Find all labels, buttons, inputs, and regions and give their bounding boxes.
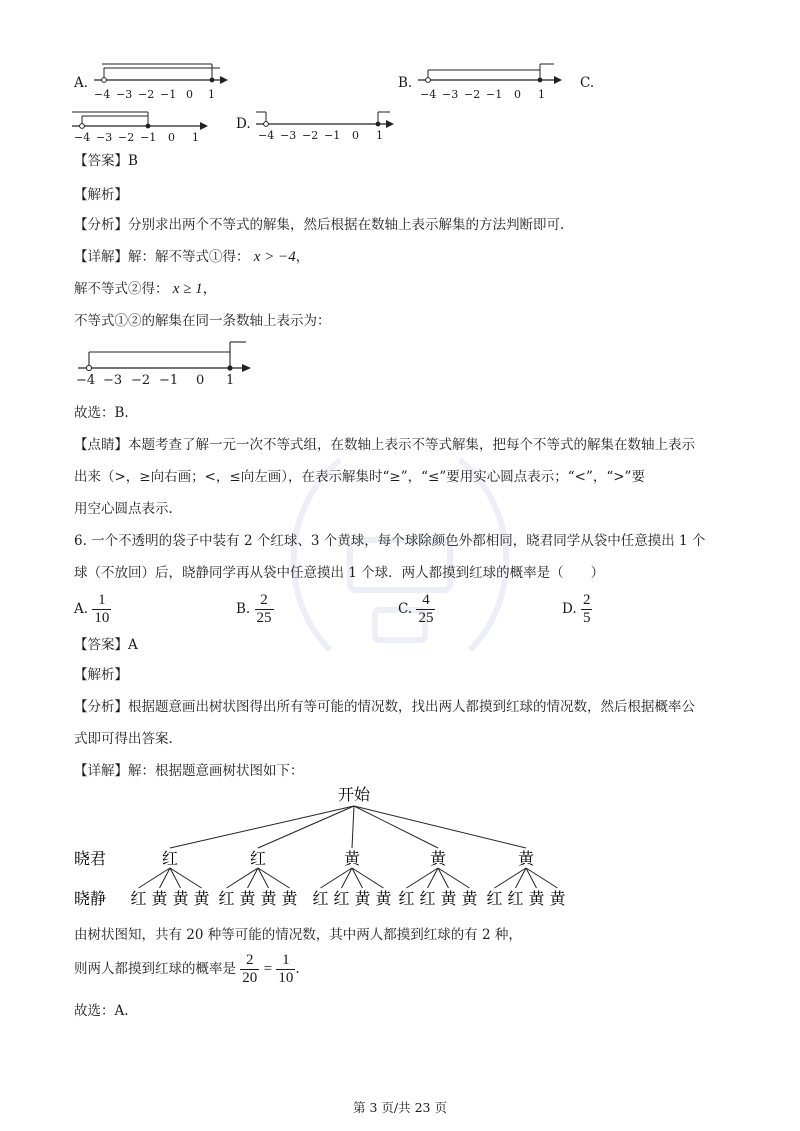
option-b-label: B.	[398, 75, 413, 91]
q6-conclusion: 由树状图知，共有 20 种等可能的情况数，其中两人都摸到红球的有 2 种，	[74, 927, 522, 943]
q6-answer: A	[128, 637, 138, 653]
q5-ineq1: x > −4	[253, 249, 296, 265]
tree-node-second: 红	[312, 891, 329, 908]
tree-node-second: 黄	[260, 891, 277, 908]
tree-node-second: 黄	[549, 891, 566, 908]
q6-option-a: A. $\frac{1}{10}$	[74, 592, 110, 626]
q5-analysis-tag: 【解析】	[74, 187, 128, 203]
tree-node-second: 红	[419, 891, 436, 908]
tree-node-second: 黄	[440, 891, 457, 908]
tree-node-second: 红	[507, 891, 524, 908]
q6-option-c: C. $\frac{4}{25}$	[398, 592, 434, 626]
q6-answer-line: 【答案】A	[74, 637, 138, 653]
tree-node-first: 红	[161, 851, 179, 868]
tree-branch-line	[352, 806, 354, 848]
tree-root: 开始	[337, 787, 371, 804]
option-a-ticks: −4 −3 −2 −1 0 1	[94, 88, 215, 101]
probability-tree	[70, 782, 590, 912]
option-d-label: D.	[236, 116, 251, 132]
tree-node-second: 红	[398, 891, 415, 908]
tree-node-second: 黄	[528, 891, 545, 908]
q6-probability: 则两人都摸到红球的概率是 $\frac{2}{20}$ = $\frac{1}{10}$ .	[74, 952, 300, 986]
q6-line2: 球（不放回）后，晓静同学再从袋中任意摸出 1 个球．两人都摸到红球的概率是（ ）	[74, 565, 605, 581]
option-b-ticks: −4 −3 −2 −1 0 1	[420, 88, 545, 101]
q6-fenxi-2: 式即可得出答案.	[74, 731, 173, 747]
tree-node-second: 黄	[172, 891, 189, 908]
q5-dianjing-2: 出来（>，≥向右画；<，≤向左画），在表示解集时“≥”，“≤”要用实心圆点表示；“<”，“>”要	[74, 469, 645, 485]
tree-node-first: 红	[249, 851, 267, 868]
option-a-label: A.	[74, 75, 89, 91]
tree-branch-line	[170, 806, 354, 848]
q5-ineq2: x ≥ 1	[172, 281, 203, 297]
tree-node-second: 黄	[281, 891, 298, 908]
tree-node-second: 黄	[375, 891, 392, 908]
q5-dianjing-3: 用空心圆点表示.	[74, 501, 173, 517]
q5-choose: 故选：B.	[74, 405, 129, 421]
tree-node-first: 黄	[517, 851, 535, 868]
q6-line1: 6. 一个不透明的袋子中装有 2 个红球、3 个黄球，每个球除颜色外都相同，晓君同学从袋中任意摸出 1 个	[74, 533, 706, 549]
q5-detail-line: 【详解】解：解不等式①得： x > −4，	[74, 249, 310, 265]
page-footer: 第 3 页/共 23 页	[353, 1100, 447, 1115]
tree-branch-line	[258, 806, 354, 848]
q5-answer: B	[128, 153, 138, 169]
tree-node-second: 黄	[239, 891, 256, 908]
option-c-label: C.	[580, 75, 595, 91]
option-c-ticks: −4 −3 −2 −1 0 1	[74, 131, 199, 144]
tree-node-first: 黄	[429, 851, 447, 868]
tree-branch-line	[354, 806, 526, 848]
tree-node-second: 黄	[151, 891, 168, 908]
q6-choose: 故选：A.	[74, 1003, 129, 1019]
option-d-ticks: −4 −3 −2 −1 0 1	[258, 129, 383, 142]
q6-option-d: D. $\frac{2}{5}$	[562, 592, 591, 626]
q6-fenxi-1: 【分析】根据题意画出树状图得出所有等可能的情况数，找出两人都摸到红球的情况数，然后根据概率公	[74, 699, 695, 715]
tree-row2-label: 晓静	[74, 891, 107, 908]
tree-node-second: 黄	[193, 891, 210, 908]
tree-node-second: 红	[333, 891, 350, 908]
q5-dianjing-1: 【点睛】本题考查了解一元一次不等式组，在数轴上表示不等式解集，把每个不等式的解集在数轴上表示	[74, 437, 695, 453]
tree-branch-line	[354, 806, 438, 848]
tree-node-second: 红	[130, 891, 147, 908]
q6-analysis-tag: 【解析】	[74, 667, 128, 683]
tree-row1-label: 晓君	[74, 851, 107, 868]
q6-detail: 【详解】解：根据题意画树状图如下：	[74, 763, 304, 779]
q5-ineq2-line: 解不等式②得： x ≥ 1，	[74, 281, 217, 297]
q5-fenxi-line: 【分析】分别求出两个不等式的解集，然后根据在数轴上表示解集的方法判断即可.	[74, 217, 565, 233]
tree-node-second: 红	[486, 891, 503, 908]
tree-node-first: 黄	[343, 851, 361, 868]
tree-node-second: 黄	[354, 891, 371, 908]
q5-solution-numberline	[76, 338, 256, 374]
q5-line3: 不等式①②的解集在同一条数轴上表示为：	[74, 313, 331, 329]
tree-node-second: 黄	[461, 891, 478, 908]
q5-answer-line: 【答案】B	[74, 153, 138, 169]
tree-node-second: 红	[218, 891, 235, 908]
q6-option-b: B. $\frac{2}{25}$	[236, 592, 272, 626]
q5-solution-ticks: −4 −3 −2 −1 0 1	[76, 373, 235, 388]
